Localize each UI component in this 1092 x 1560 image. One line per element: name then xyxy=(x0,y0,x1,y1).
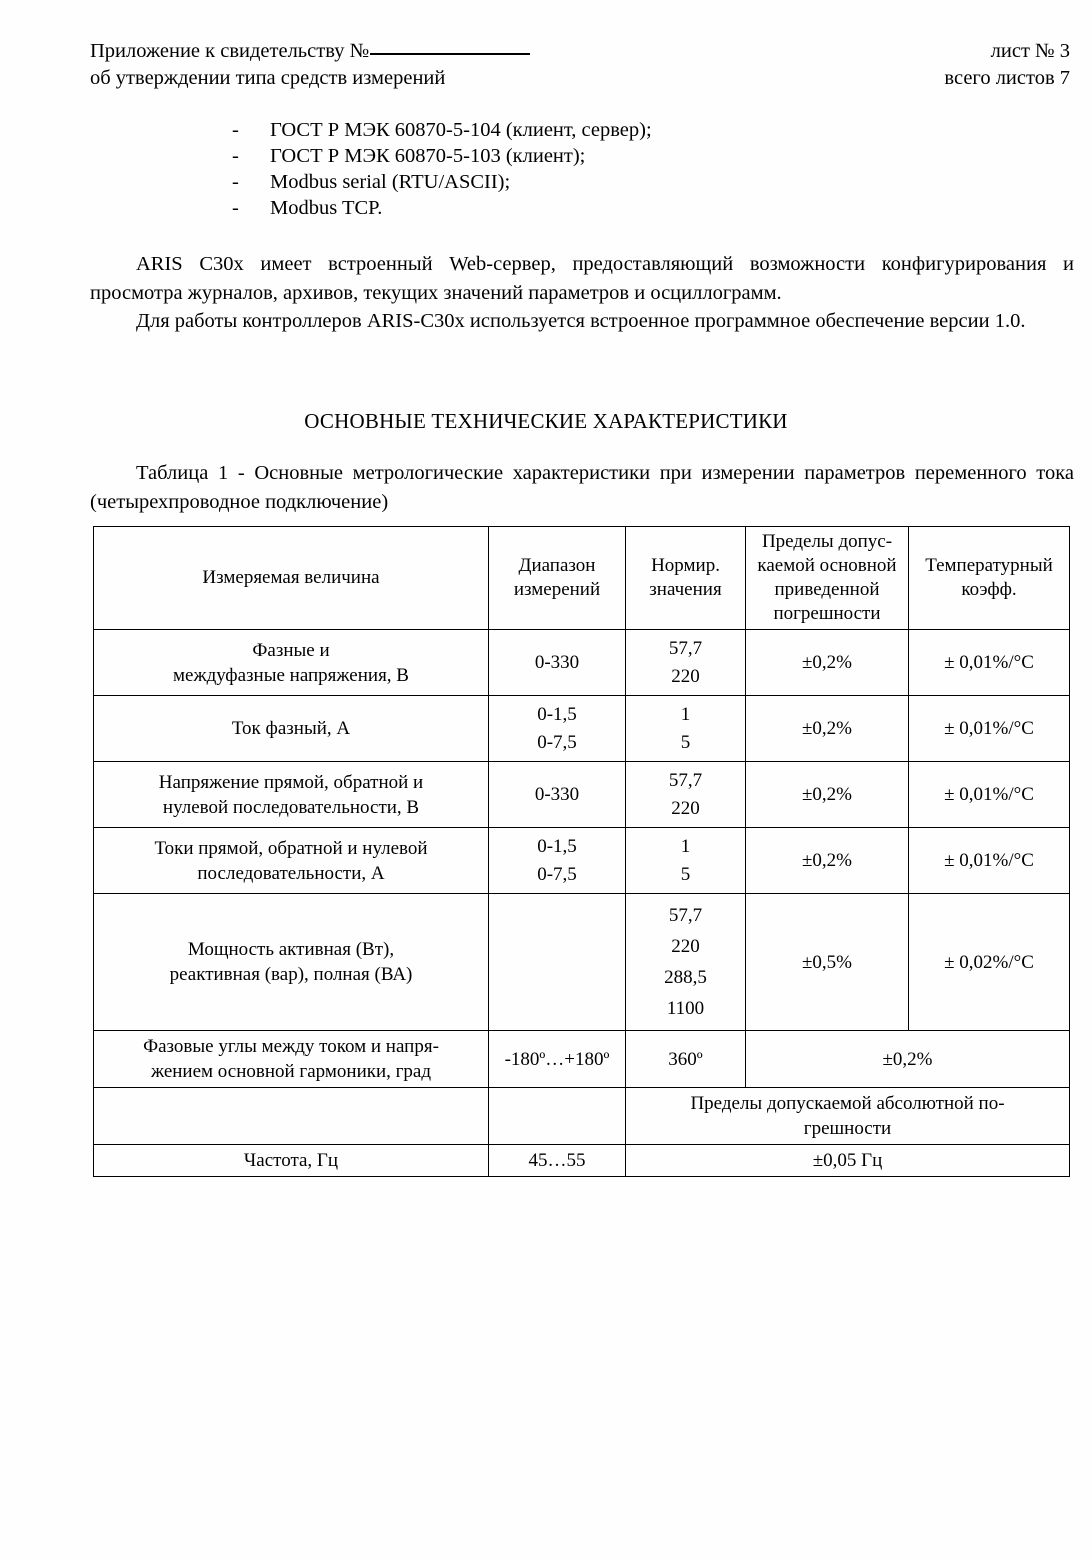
quantity-lines xyxy=(98,937,484,987)
nominal-value: 220 xyxy=(671,936,700,957)
list-item-label: Modbus TCP. xyxy=(270,197,383,219)
cell-nominal xyxy=(626,696,746,762)
table-row xyxy=(94,630,1070,696)
cell-temperature-coefficient: ± 0,01%/°C xyxy=(909,828,1070,894)
cell-nominal: 360º xyxy=(626,1031,746,1088)
quantity-line-2: последовательности, А xyxy=(197,862,385,884)
list-item-label: ГОСТ Р МЭК 60870-5-104 (клиент, сервер); xyxy=(270,119,652,141)
cell-error: ±0,2% xyxy=(746,828,909,894)
running-head xyxy=(90,38,1074,92)
nominal-values xyxy=(630,834,741,887)
nominal-values xyxy=(630,768,741,821)
range-values xyxy=(493,782,621,807)
quantity-line-1: Фазные и xyxy=(252,639,330,661)
paragraph-web-server-text: ARIS C30x имеет встроенный Web-сервер, предоставляющий возможности конфигурирования и просмотра журналов, архивов, текущих значений параметров и осциллограмм. xyxy=(90,253,1074,304)
nominal-value: 1100 xyxy=(666,998,705,1019)
cell-range-empty xyxy=(489,894,626,1031)
cell-quantity xyxy=(94,1031,489,1088)
list-item-label: ГОСТ Р МЭК 60870-5-103 (клиент); xyxy=(270,145,586,167)
temp-line-2: коэфф. xyxy=(961,579,1017,600)
running-head-left xyxy=(90,38,530,92)
cell-temperature-coefficient: ± 0,01%/°C xyxy=(909,630,1070,696)
table-row xyxy=(94,828,1070,894)
quantity-line-2: междуфазные напряжения, В xyxy=(173,664,409,686)
cell-temperature-coefficient: ± 0,01%/°C xyxy=(909,762,1070,828)
cell-quantity xyxy=(94,828,489,894)
range-value: 0-7,5 xyxy=(537,732,577,753)
column-header-quantity: Измеряемая величина xyxy=(94,527,489,630)
range-value: 0-7,5 xyxy=(537,864,577,885)
quantity-line-2: реактивная (вар), полная (ВА) xyxy=(169,964,413,985)
column-header-error-limits xyxy=(746,527,909,630)
cell-absolute-error-label xyxy=(626,1088,1070,1145)
quantity-line-2: нулевой последовательности, В xyxy=(162,796,420,818)
range-value: 0-330 xyxy=(534,652,580,673)
quantity-line-1: Фазовые углы между током и напря- xyxy=(143,1036,439,1057)
error-line-4: погрешности xyxy=(773,603,881,624)
cell-error: ±0,2% xyxy=(746,696,909,762)
error-line-1: Пределы допус- xyxy=(761,531,893,552)
running-head-line2: об утверждении типа средств измерений xyxy=(90,67,446,89)
quantity-line-1: Токи прямой, обратной и нулевой xyxy=(154,837,428,859)
cell-quantity: Ток фазный, А xyxy=(94,696,489,762)
cell-error: ±0,5% xyxy=(746,894,909,1031)
cell-range-empty xyxy=(489,1088,626,1145)
cell-quantity xyxy=(94,894,489,1031)
paragraph-software-version-text: Для работы контроллеров ARIS-C30x используется встроенное программное обеспечение версии 1.0. xyxy=(136,310,1026,332)
table-row-absolute-error-label xyxy=(94,1088,1070,1145)
table-caption-text: Таблица 1 - Основные метрологические характеристики при измерении параметров переменного тока (четырехпроводное подключение) xyxy=(90,462,1074,513)
column-header-range xyxy=(489,527,626,630)
cell-temperature-coefficient: ± 0,01%/°C xyxy=(909,696,1070,762)
running-head-line1 xyxy=(90,38,530,65)
cell-quantity xyxy=(94,762,489,828)
range-line-2: измерений xyxy=(513,579,601,600)
nominal-value: 57,7 xyxy=(668,638,703,659)
range-value: 0-330 xyxy=(534,784,580,805)
table-row xyxy=(94,1145,1070,1177)
nominal-value: 220 xyxy=(671,798,700,819)
dash-bullet-icon: - xyxy=(232,197,239,219)
dash-bullet-icon: - xyxy=(232,119,239,141)
quantity-lines xyxy=(98,836,484,886)
column-header-temperature-coefficient xyxy=(909,527,1070,630)
quantity-lines xyxy=(98,1034,484,1084)
certificate-label: Приложение к свидетельству № xyxy=(90,40,370,62)
protocol-list xyxy=(232,117,652,221)
specification-table-wrapper xyxy=(93,526,1069,1177)
quantity-lines xyxy=(98,770,484,820)
table-caption xyxy=(90,459,1074,516)
range-value: 0-1,5 xyxy=(537,704,577,725)
quantity-line-2: жением основной гармоники, град xyxy=(150,1061,432,1082)
cell-error-merged: ±0,2% xyxy=(746,1031,1070,1088)
nominal-value: 5 xyxy=(680,732,691,753)
cell-range xyxy=(489,630,626,696)
nominal-values xyxy=(630,702,741,755)
nominal-value: 1 xyxy=(680,836,691,857)
section-heading: ОСНОВНЫЕ ТЕХНИЧЕСКИЕ ХАРАКТЕРИСТИКИ xyxy=(304,409,788,433)
nominal-value: 288,5 xyxy=(664,967,707,988)
quantity-line-1: Мощность активная (Вт), xyxy=(187,939,395,960)
cell-quantity xyxy=(94,630,489,696)
range-values xyxy=(493,702,621,755)
paragraph-web-server xyxy=(90,250,1074,307)
dash-bullet-icon: - xyxy=(232,145,239,167)
total-sheets: всего листов 7 xyxy=(944,67,1070,89)
cell-error: ±0,2% xyxy=(746,762,909,828)
paragraph-software-version xyxy=(90,307,1074,336)
cell-range xyxy=(489,762,626,828)
table-row xyxy=(94,894,1070,1031)
column-header-nominal xyxy=(626,527,746,630)
cell-range: -180º…+180º xyxy=(489,1031,626,1088)
column-header-nominal-lines xyxy=(630,554,741,602)
nominal-value: 1 xyxy=(680,704,691,725)
list-item xyxy=(232,117,652,143)
range-line-1: Диапазон xyxy=(518,555,596,576)
table-header-row xyxy=(94,527,1070,630)
column-header-temp-lines xyxy=(913,554,1065,602)
list-item-label: Modbus serial (RTU/ASCII); xyxy=(270,171,511,193)
specification-table xyxy=(93,526,1070,1177)
nominal-value: 57,7 xyxy=(668,770,703,791)
list-item xyxy=(232,143,652,169)
list-item xyxy=(232,195,652,221)
nominal-value: 5 xyxy=(680,864,691,885)
error-line-2: каемой основной xyxy=(757,555,897,576)
cell-nominal xyxy=(626,762,746,828)
cell-absolute-error-value: ±0,05 Гц xyxy=(626,1145,1070,1177)
cell-nominal xyxy=(626,828,746,894)
column-header-error-lines xyxy=(750,530,904,626)
nominal-line-2: значения xyxy=(649,579,722,600)
range-values xyxy=(493,650,621,675)
cell-range: 45…55 xyxy=(489,1145,626,1177)
cell-range xyxy=(489,828,626,894)
column-header-range-lines xyxy=(493,554,621,602)
range-values xyxy=(493,834,621,887)
absolute-error-line-1: Пределы допускаемой абсолютной по- xyxy=(690,1093,1005,1114)
quantity-lines xyxy=(98,638,484,688)
absolute-error-line-2: грешности xyxy=(803,1118,892,1139)
nominal-values xyxy=(630,903,741,1021)
list-item xyxy=(232,169,652,195)
certificate-number-blank xyxy=(370,53,530,55)
cell-nominal xyxy=(626,894,746,1031)
absolute-error-lines xyxy=(630,1091,1065,1141)
temp-line-1: Температурный xyxy=(925,555,1053,576)
quantity-line-1: Напряжение прямой, обратной и xyxy=(158,771,424,793)
nominal-values xyxy=(630,636,741,689)
sheet-number: лист № 3 xyxy=(990,40,1070,62)
cell-quantity-empty xyxy=(94,1088,489,1145)
nominal-value: 57,7 xyxy=(668,905,703,926)
running-head-right xyxy=(944,38,1074,92)
nominal-value: 220 xyxy=(671,666,700,687)
error-line-3: приведенной xyxy=(774,579,880,600)
dash-bullet-icon: - xyxy=(232,171,239,193)
cell-nominal xyxy=(626,630,746,696)
cell-quantity: Частота, Гц xyxy=(94,1145,489,1177)
table-row xyxy=(94,696,1070,762)
cell-range xyxy=(489,696,626,762)
range-value: 0-1,5 xyxy=(537,836,577,857)
cell-error: ±0,2% xyxy=(746,630,909,696)
cell-temperature-coefficient: ± 0,02%/°C xyxy=(909,894,1070,1031)
table-row xyxy=(94,762,1070,828)
nominal-line-1: Нормир. xyxy=(651,555,720,576)
table-row xyxy=(94,1031,1070,1088)
